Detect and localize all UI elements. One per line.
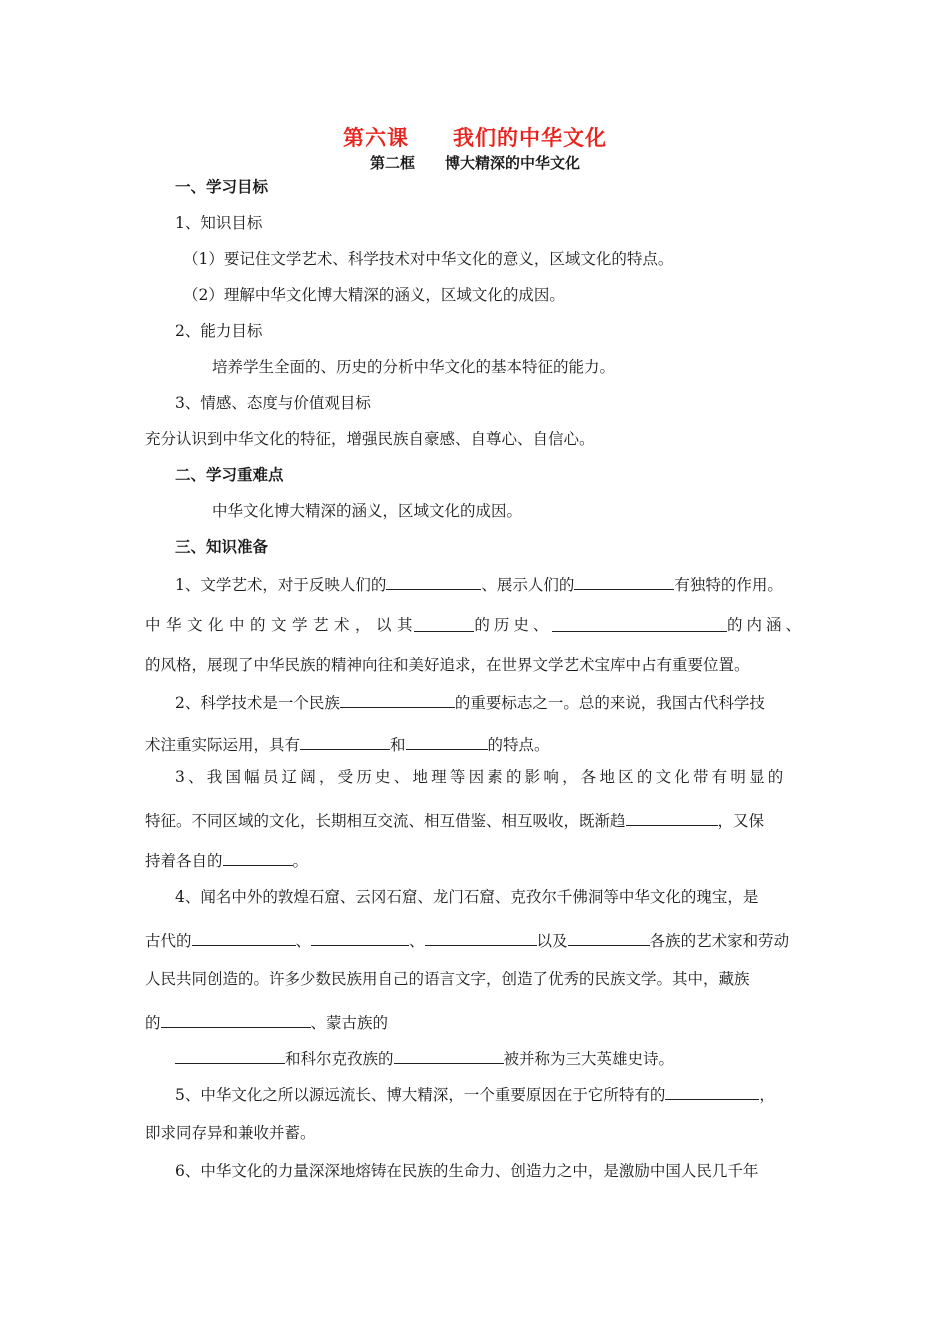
fill-blank[interactable] [665,1082,759,1100]
fill-blank[interactable] [340,690,455,708]
question-3-line-3 [145,848,308,872]
ability-goal-1: 培养学生全面的、历史的分析中华文化的基本特征的能力。 [212,358,616,376]
q4-text-d: 、 [409,932,425,950]
knowledge-goal-1: （1）要记住文学艺术、科学技术对中华文化的意义，区域文化的特点。 [183,250,674,268]
heading-learning-goals: 一、学习目标 [175,177,269,196]
question-4-line-1: 4、闻名中外的敦煌石窟、云冈石窟、龙门石窟、克孜尔千佛洞等中华文化的瑰宝，是 [175,888,759,906]
fill-blank[interactable] [568,928,650,946]
question-2-line-2 [145,732,550,756]
q1-text-b: 、展示人们的 [481,576,575,594]
q2-text-e: 的特点。 [487,736,550,754]
q3-text-e: 。 [292,852,309,870]
q1-text-c: 有独特的作用。 [674,576,783,594]
fill-blank[interactable] [574,572,674,590]
question-6-line-1: 6、中华文化的力量深深地熔铸在民族的生命力、创造力之中，是激励中国人民几千年 [175,1162,759,1180]
fill-blank[interactable] [425,928,537,946]
emotion-goal-1: 充分认识到中华文化的特征，增强民族自豪感、自尊心、自信心。 [145,430,595,448]
question-3-line-2 [145,808,764,832]
fill-blank[interactable] [406,732,488,750]
q4-text-h: 的 [145,1014,161,1032]
q5-text-b: ， [759,1086,775,1104]
q1-text-f: 的内涵、 [726,616,805,634]
q4-text-f: 各族的艺术家和劳动 [649,932,790,950]
q3-text-c: ，又保 [717,812,765,830]
q4-text-c: 、 [295,932,312,950]
fill-blank[interactable] [192,928,296,946]
fill-blank[interactable] [386,572,481,590]
q1-text-d: 中华文化中的文学艺术，以其 [145,616,419,634]
lesson-title: 第六课 我们的中华文化 [343,125,607,150]
question-1-line-2 [145,614,805,636]
q2-text-c: 术注重实际运用，具有 [145,736,301,754]
question-1-line-3: 的风格，展现了中华民族的精神向往和美好追求，在世界文学艺术宝库中占有重要位置。 [145,656,750,674]
q4-text-k: 被并称为三大英雄史诗。 [503,1050,675,1068]
question-5-line-1 [175,1082,775,1106]
q4-text-i: 、蒙古族的 [310,1014,389,1032]
question-4-line-4 [145,1010,388,1034]
knowledge-goal-2: （2）理解中华文化博大精深的涵义，区域文化的成因。 [183,286,565,304]
section-subtitle: 第二框 博大精深的中华文化 [369,154,580,172]
fill-blank[interactable] [223,848,293,866]
fill-blank[interactable] [414,614,474,632]
fill-blank[interactable] [300,732,390,750]
heading-key-points: 二、学习重难点 [175,465,284,484]
q2-text-b: 的重要标志之一。总的来说，我国古代科学技 [454,694,765,712]
fill-blank[interactable] [626,808,718,826]
q3-text-d: 持着各自的 [145,852,223,870]
q4-text-b: 古代的 [145,932,192,950]
key-points-text: 中华文化博大精深的涵义，区域文化的成因。 [212,502,523,520]
q4-text-e: 以及 [536,932,568,950]
heading-knowledge-prep: 三、知识准备 [175,537,269,556]
question-4-line-2 [145,928,789,952]
fill-blank[interactable] [552,614,727,632]
q1-text-e: 的历史、 [474,616,553,634]
q1-text-a: 1、文学艺术，对于反映人们的 [175,576,387,594]
question-3-line-1: 3、我国幅员辽阔，受历史、地理等因素的影响，各地区的文化带有明显的 [175,768,787,786]
fill-blank[interactable] [161,1010,311,1028]
question-2-line-1 [175,690,765,714]
knowledge-goal-title: 1、知识目标 [175,214,263,232]
question-1-line-1 [175,572,783,596]
q3-text-b: 特征。不同区域的文化，长期相互交流、相互借鉴、相互吸收，既渐趋 [145,812,626,830]
question-5-line-2: 即求同存异和兼收并蓄。 [145,1124,316,1142]
emotion-goal-title: 3、情感、态度与价值观目标 [175,394,371,412]
fill-blank[interactable] [311,928,409,946]
q5-text-a: 5、中华文化之所以源远流长、博大精深，一个重要原因在于它所特有的 [175,1086,666,1104]
ability-goal-title: 2、能力目标 [175,322,263,340]
question-4-line-3: 人民共同创造的。许多少数民族用自己的语言文字，创造了优秀的民族文学。其中，藏族 [145,970,750,988]
fill-blank[interactable] [394,1046,504,1064]
q2-text-a: 2、科学技术是一个民族 [175,694,340,712]
q2-text-d: 和 [390,736,406,754]
question-4-line-5 [175,1046,674,1070]
q4-text-j: 和科尔克孜族的 [285,1050,394,1068]
fill-blank[interactable] [175,1046,285,1064]
